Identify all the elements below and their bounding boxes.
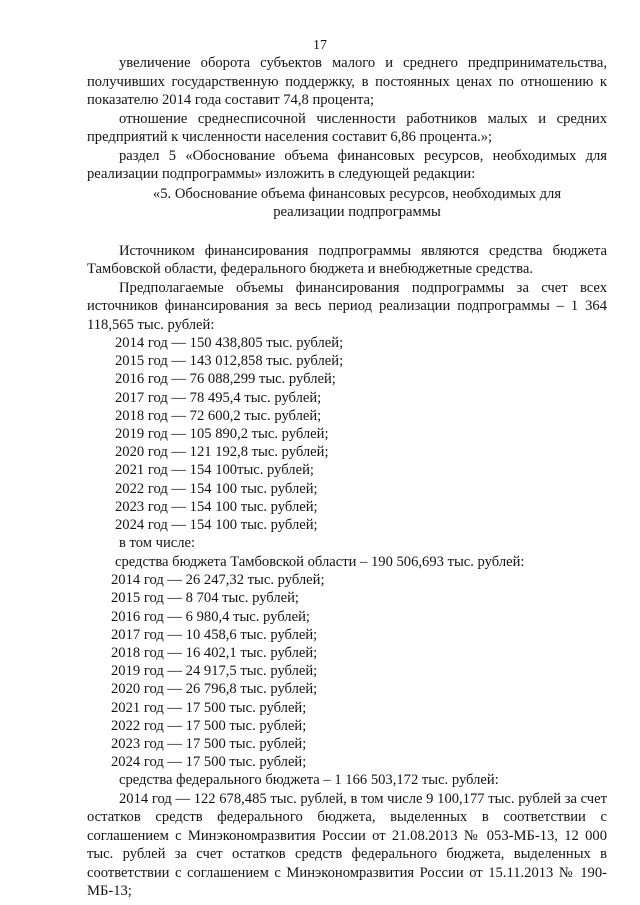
section-heading [87,185,607,222]
total-year-item: 2020 год — 121 192,8 тыс. рублей; [115,444,329,461]
total-year-item: 2014 год — 150 438,805 тыс. рублей; [115,335,344,351]
total-year-item: 2023 год — 154 100 тыс. рублей; [115,498,318,515]
regional-year-item: 2023 год — 17 500 тыс. рублей; [111,736,307,753]
federal-budget-label: средства федерального бюджета – 1 166 503,172 тыс. рублей: [119,772,499,789]
regional-year-item: 2021 год — 17 500 тыс. рублей; [111,699,307,716]
regional-year-item: 2022 год — 17 500 тыс. рублей; [111,717,307,734]
regional-year-item: 2019 год — 24 917,5 тыс. рублей; [111,663,318,680]
intro-paragraph-section-instruction: раздел 5 «Обоснование объема финансовых ресурсов, необходимых для реализации подпрограммы» изложить в следующей редакции: [87,147,607,182]
regional-by-year-list [87,571,607,771]
total-year-item: 2017 год — 78 495,4 тыс. рублей; [115,389,322,406]
spacer [87,222,607,242]
total-year-item: 2021 год — 154 100тыс. рублей; [115,462,314,479]
including-label: в том числе: [119,535,196,552]
section-heading-line-1: «5. Обоснование объема финансовых ресурсов, необходимых для [152,185,562,202]
intro-paragraph-turnover: увеличение оборота субъектов малого и среднего предпринимательства, получивших государственную поддержку, в постоянных ценах по отношению к показателю 2014 года составит 74,8 процента; [87,55,607,108]
total-year-item: 2018 год — 72 600,2 тыс. рублей; [115,407,322,424]
total-year-item: 2022 год — 154 100 тыс. рублей; [115,480,318,497]
section-heading-line-2: реализации подпрограммы [273,204,441,220]
funding-sources-paragraph: Источником финансирования подпрограммы являются средства бюджета Тамбовской области, федерального бюджета и внебюджетные средства. [87,242,607,277]
regional-year-item: 2020 год — 26 796,8 тыс. рублей; [111,681,318,698]
regional-year-item: 2014 год — 26 247,32 тыс. рублей; [111,572,325,589]
federal-2014-paragraph: 2014 год — 122 678,485 тыс. рублей, в том числе 9 100,177 тыс. рублей за счет остатков средств федерального бюджета, выделенных в соответствии с соглашением с Минэкономразвития России от 21.08.2013 № 053-МБ-13, 12 000 тыс. рублей за счет остатков средств федерального бюджета, выделенных в соответствии с соглашением с Минэкономразвития России от 15.11.2013 № 190-МБ-13; [87,790,607,900]
total-year-item: 2024 год — 154 100 тыс. рублей; [115,517,318,534]
total-year-item: 2015 год — 143 012,858 тыс. рублей; [115,353,344,370]
regional-budget-label: средства бюджета Тамбовской области – 190 506,693 тыс. рублей: [115,553,525,570]
regional-year-item: 2016 год — 6 980,4 тыс. рублей; [111,608,310,625]
page-number: 17 [313,38,327,53]
regional-year-item: 2024 год — 17 500 тыс. рублей; [111,754,307,771]
total-by-year-list [87,334,607,534]
total-year-item: 2019 год — 105 890,2 тыс. рублей; [115,426,329,443]
funding-total-paragraph: Предполагаемые объемы финансирования подпрограммы за счет всех источников финансирования за весь период реализации подпрограммы – 1 364 118,565 тыс. рублей: [87,279,607,333]
total-year-item: 2016 год — 76 088,299 тыс. рублей; [115,371,336,388]
document-body [87,54,607,901]
intro-paragraph-employment: отношение среднесписочной численности работников малых и средних предприятий к численности населения составит 6,86 процента.»; [87,110,607,145]
regional-year-item: 2017 год — 10 458,6 тыс. рублей; [111,626,318,643]
regional-year-item: 2018 год — 16 402,1 тыс. рублей; [111,645,318,662]
regional-year-item: 2015 год — 8 704 тыс. рублей; [111,590,299,607]
